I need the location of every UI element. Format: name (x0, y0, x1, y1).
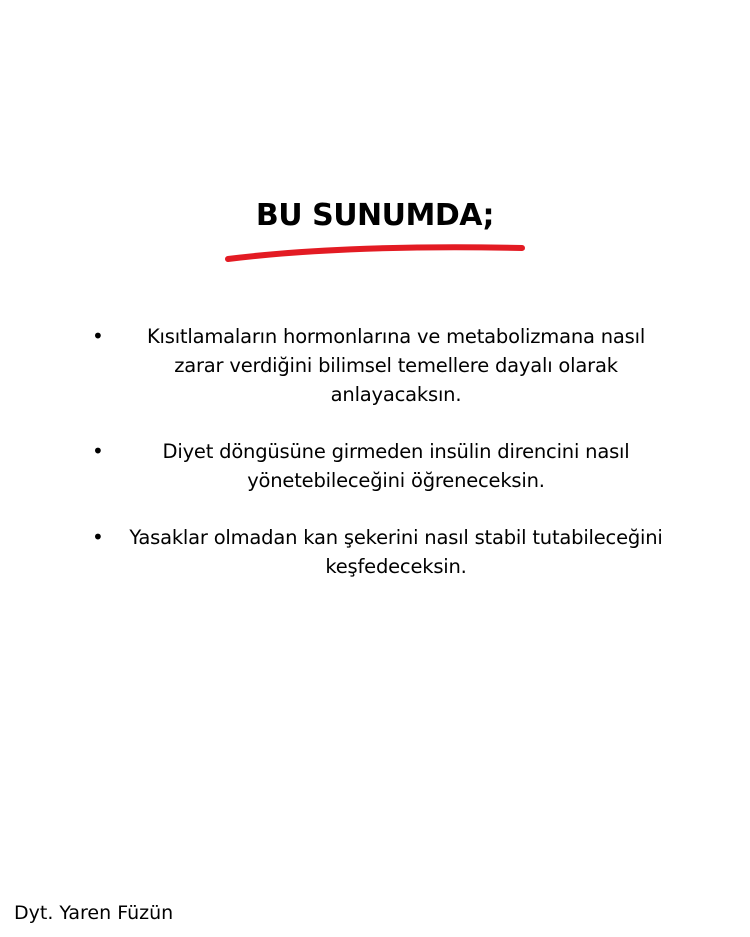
bullet-dot: • (92, 525, 104, 549)
list-item-text: Kısıtlamaların hormonlarına ve metabolizmana nasıl zarar verdiğini bilimsel temellere dayalı olarak anlayacaksın. (146, 325, 646, 406)
list-item-text: Diyet döngüsüne girmeden insülin direncini nasıl yönetebileceğini öğreneceksin. (162, 440, 630, 492)
list-item (0, 322, 750, 409)
underline-stroke (228, 247, 522, 259)
bullet-dot: • (92, 439, 104, 463)
list-item (0, 523, 750, 581)
bullet-list (0, 322, 750, 609)
title-underline (222, 238, 528, 268)
bullet-dot: • (92, 324, 104, 348)
list-item-text: Yasaklar olmadan kan şekerini nasıl stabil tutabileceğini keşfedeceksin. (129, 526, 663, 578)
list-item (0, 437, 750, 495)
author-signature: Dyt. Yaren Füzün (14, 902, 174, 924)
page-title: BU SUNUMDA; (255, 198, 495, 233)
